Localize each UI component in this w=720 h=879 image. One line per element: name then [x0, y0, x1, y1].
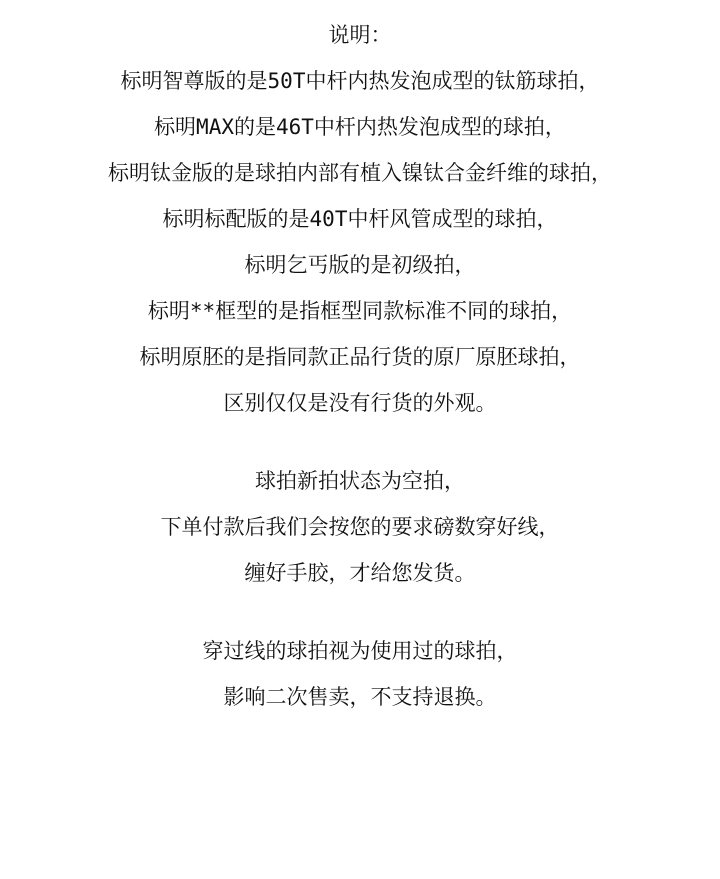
text-line: 标明标配版的是40T中杆风管成型的球拍， — [162, 207, 558, 231]
text-line: 标明**框型的是指框型同款标准不同的球拍， — [147, 299, 573, 323]
text-line: 穿过线的球拍视为使用过的球拍， — [202, 639, 518, 663]
version-explanation-block — [0, 58, 720, 426]
text-line: 区别仅仅是没有行货的外观。 — [223, 391, 497, 415]
text-line: 标明钛金版的是球拍内部有植入镍钛合金纤维的球拍， — [108, 161, 612, 185]
notice-title: 说明： — [328, 23, 392, 47]
text-line: 标明MAX的是46T中杆内热发泡成型的球拍， — [154, 115, 566, 139]
spacer — [0, 596, 720, 628]
text-line: 缠好手胶，才给您发货。 — [244, 561, 476, 585]
text-line: 标明乞丐版的是初级拍， — [244, 253, 476, 277]
return-policy-block — [0, 628, 720, 720]
stringing-info-block — [0, 458, 720, 596]
text-line: 标明智尊版的是50T中杆内热发泡成型的钛筋球拍， — [120, 69, 600, 93]
text-line: 标明原胚的是指同款正品行货的原厂原胚球拍， — [139, 345, 581, 369]
text-line: 影响二次售卖，不支持退换。 — [223, 685, 497, 709]
spacer — [0, 426, 720, 458]
text-line: 球拍新拍状态为空拍， — [255, 469, 465, 493]
text-line: 下单付款后我们会按您的要求磅数穿好线， — [160, 515, 560, 539]
